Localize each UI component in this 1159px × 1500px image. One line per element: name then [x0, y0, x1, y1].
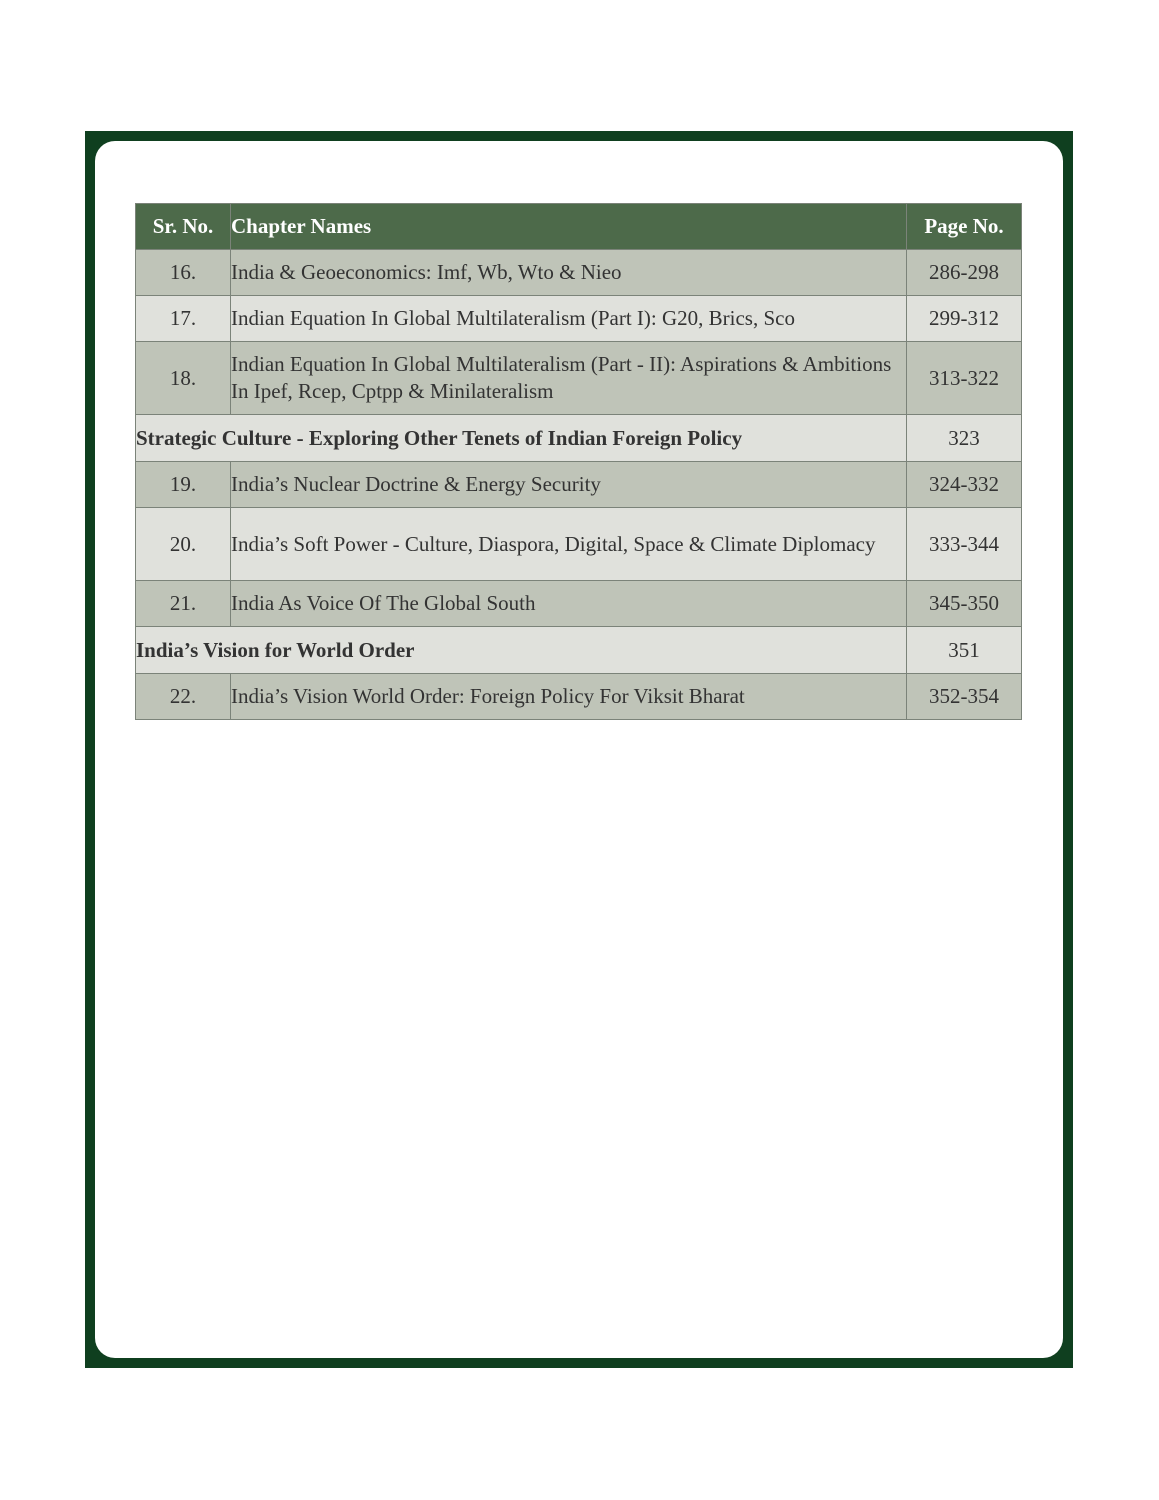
- section-page-no: 323: [907, 415, 1022, 462]
- section-row: [136, 627, 1022, 674]
- row-page-no: 324-332: [907, 462, 1022, 508]
- row-chapter-name: India & Geoeconomics: Imf, Wb, Wto & Nieo: [231, 250, 907, 296]
- table-row: [136, 674, 1022, 720]
- section-row: [136, 415, 1022, 462]
- table-row: [136, 462, 1022, 508]
- header-sr-no: Sr. No.: [136, 204, 231, 250]
- row-sr-no: 18.: [136, 342, 231, 415]
- row-sr-no: 22.: [136, 674, 231, 720]
- row-chapter-name: India’s Nuclear Doctrine & Energy Security: [231, 462, 907, 508]
- row-page-no: 299-312: [907, 296, 1022, 342]
- row-page-no: 333-344: [907, 508, 1022, 581]
- contents-table: [135, 203, 1022, 720]
- table-row: [136, 296, 1022, 342]
- table-row: [136, 250, 1022, 296]
- page-frame: [85, 131, 1073, 1368]
- section-title: India’s Vision for World Order: [136, 627, 907, 674]
- section-title: Strategic Culture - Exploring Other Tenets of Indian Foreign Policy: [136, 415, 907, 462]
- row-chapter-name: Indian Equation In Global Multilateralism (Part I): G20, Brics, Sco: [231, 296, 907, 342]
- header-chapter-names: Chapter Names: [231, 204, 907, 250]
- row-sr-no: 19.: [136, 462, 231, 508]
- row-page-no: 313-322: [907, 342, 1022, 415]
- row-page-no: 352-354: [907, 674, 1022, 720]
- row-sr-no: 21.: [136, 581, 231, 627]
- section-page-no: 351: [907, 627, 1022, 674]
- row-sr-no: 17.: [136, 296, 231, 342]
- row-chapter-name: India’s Soft Power - Culture, Diaspora, Digital, Space & Climate Diplomacy: [231, 508, 907, 581]
- row-chapter-name: India As Voice Of The Global South: [231, 581, 907, 627]
- table-row: [136, 581, 1022, 627]
- row-sr-no: 16.: [136, 250, 231, 296]
- row-chapter-name: India’s Vision World Order: Foreign Policy For Viksit Bharat: [231, 674, 907, 720]
- page-content: [95, 141, 1063, 1358]
- row-page-no: 286-298: [907, 250, 1022, 296]
- table-row: [136, 342, 1022, 415]
- row-sr-no: 20.: [136, 508, 231, 581]
- row-page-no: 345-350: [907, 581, 1022, 627]
- table-row: [136, 508, 1022, 581]
- header-page-no: Page No.: [907, 204, 1022, 250]
- table-header-row: [136, 204, 1022, 250]
- row-chapter-name: Indian Equation In Global Multilateralism (Part - II): Aspirations & Ambitions In Ipef, Rcep, Cptpp & Minilateralism: [231, 342, 907, 415]
